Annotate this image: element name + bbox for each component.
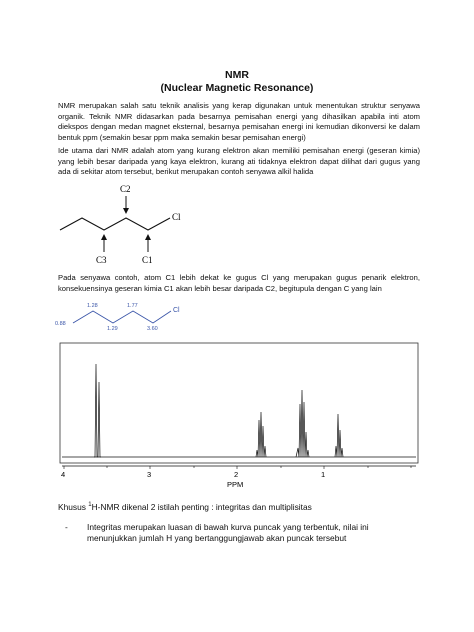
bullet-marker: - [65,522,68,532]
shift-labeled-structure [55,297,195,337]
peak-1-28 [296,390,309,457]
paragraph-main-idea: Ide utama dari NMR adalah atom yang kurang elektron akan memiliki pemisahan energi (geseran kimia) yang lebih besar daripada yang kaya elektron, kurang ati tidaknya elektron dapat dilihat dari gugus yang ada di sekitar atom tersebut, berikut merupakan contoh senyawa alkil halida [58,146,420,177]
tick-3: 3 [147,470,152,479]
page-subtitle: (Nuclear Magnetic Resonance) [160,82,314,94]
shift-label-2: 1.28 [87,303,98,309]
peak-3-60 [94,364,101,457]
shift-label-4: 1.77 [127,303,138,309]
paragraph-intro: NMR merupakan salah satu teknik analisis yang kerap digunakan untuk menentukan struktur senyawa organik. Teknik NMR didasarkan pada besarnya pemisahan energi yang dihasilkan apabila inti atom diekspos dengan medan magnet eksternal, besarnya pemisahan energi ini kemudian dikonversi ke dalam bentuk ppm (semakin besar ppm maka semakin besar pemisahan energi) [58,101,420,142]
tick-4: 4 [61,470,66,479]
alkyl-halide-structure [50,180,200,270]
bullet-integritas: Integritas merupakan luasan di bawah kurva puncak yang terbentuk, nilai ini menunjukkan jumlah H yang bertanggungjawab akan puncak tersebut [87,522,369,543]
subheading-post: H-NMR dikenal 2 istilah penting : integritas dan multiplisitas [91,502,312,512]
shift-label-3: 1.29 [107,326,118,332]
paragraph-example: Pada senyawa contoh, atom C1 lebih dekat ke gugus Cl yang merupakan gugus penarik elektron, konsekuensinya geseran kimia C1 akan lebih besar daripada C2, begitupula dengan C yang lain [58,273,420,293]
subheading-pre: Khusus [58,502,89,512]
nmr-spectrum [56,342,426,492]
tick-2: 2 [234,470,239,479]
subheading-sup: 1 [88,502,92,509]
label-c3: C3 [96,255,107,265]
page-title: NMR [225,69,249,81]
label-c2: C2 [120,184,131,194]
peak-0-88 [335,414,343,457]
x-axis-label: PPM [227,480,244,489]
shift-label-cl: Cl [173,307,180,314]
spectrum-frame [60,343,418,463]
shift-label-5: 3.60 [147,326,158,332]
tick-1: 1 [321,470,326,479]
subheading-h-nmr [58,502,312,512]
label-c1: C1 [142,255,153,265]
label-cl: Cl [172,212,181,222]
shift-label-1: 0.88 [55,321,66,327]
peak-1-77 [256,412,266,457]
